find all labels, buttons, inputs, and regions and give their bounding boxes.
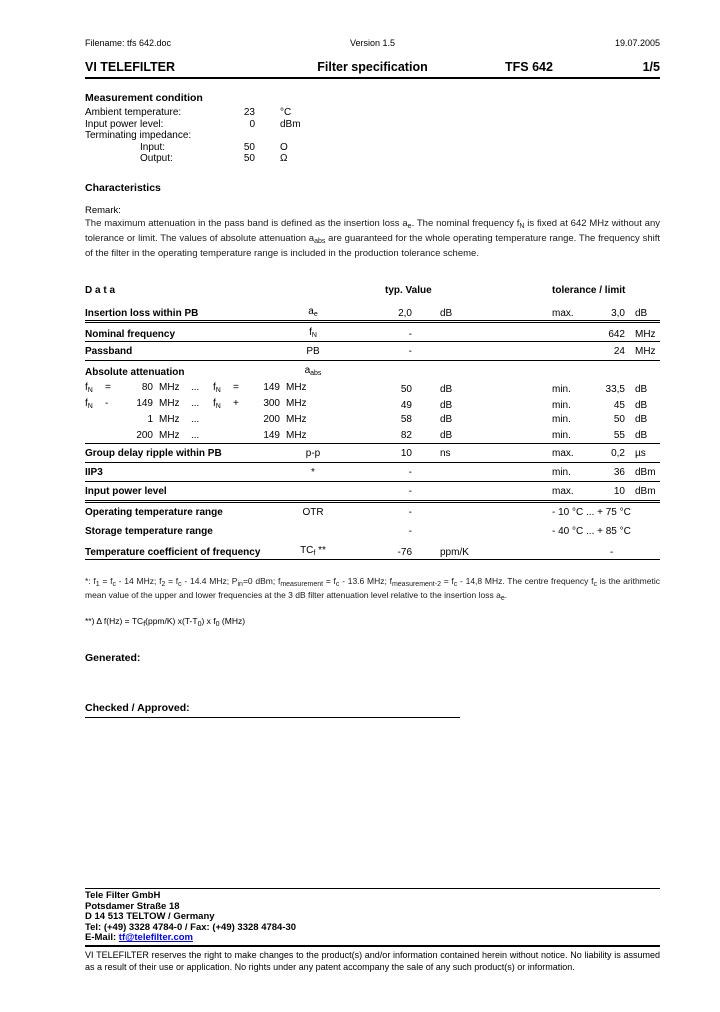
param-name: Absolute attenuation — [85, 366, 185, 378]
typ-value: 50 — [400, 383, 412, 395]
date: 19.07.2005 — [614, 38, 660, 48]
measurement-label: Output: — [140, 153, 173, 165]
remark-label: Remark: — [85, 205, 121, 216]
table-row-storage-temp — [85, 522, 660, 541]
measurement-value: 50 — [243, 141, 255, 153]
specification-table — [85, 278, 660, 560]
attenuation-range-row — [85, 412, 660, 428]
header-rule — [85, 77, 660, 79]
page-number: 1/5 — [642, 60, 660, 74]
version: Version 1.5 — [349, 38, 396, 48]
freq-symbol: $f_N$ — [213, 382, 221, 394]
freq-operator: = — [105, 382, 111, 393]
typ-unit: dB — [440, 414, 453, 425]
param-name: Insertion loss within PB — [85, 307, 199, 319]
param-symbol: $a_e$ — [308, 306, 318, 318]
limit-value: 36 — [613, 467, 625, 478]
limit-unit: dB — [635, 399, 648, 411]
generated-label: Generated: — [85, 652, 141, 664]
characteristics-heading: Characteristics — [85, 182, 161, 194]
param-symbol: PB — [306, 346, 320, 357]
freq-unit: MHz — [286, 430, 307, 441]
range-dots: ... — [191, 382, 200, 393]
footnote-2: **) Δ $f(Hz) = TC_f(ppm/K)$ $x(T-T_0)$ x $f_0$ (MHz) — [85, 616, 246, 628]
company-logo: VI TELEFILTER — [85, 60, 176, 74]
typ-value: - — [408, 467, 412, 478]
limit-kind: max. — [552, 448, 574, 459]
typ-unit: ppm/K — [440, 546, 469, 558]
measurement-unit: dBm — [280, 118, 301, 130]
typ-value: -76 — [397, 546, 412, 558]
typ-value: - — [408, 486, 412, 497]
limit-kind: min. — [552, 399, 571, 411]
freq-unit: MHz — [159, 430, 180, 441]
typ-value: 2,0 — [398, 307, 412, 319]
freq-value: 200 — [136, 430, 153, 441]
param-name: Passband — [85, 346, 133, 357]
typ-value: 82 — [400, 430, 412, 441]
freq-unit: MHz — [286, 382, 307, 393]
measurement-label: Input power level: — [85, 118, 164, 130]
header-tolerance: tolerance / limit — [552, 284, 626, 296]
measurement-row — [85, 142, 660, 154]
table-row-group-delay — [85, 444, 660, 463]
disclaimer-text: VI TELEFILTER reserves the right to make changes to the product(s) and/or information contained herein without notice. No liability is assumed as a result of their use or application. No rights under any patent accompany the sale of any such product(s) or information. — [85, 950, 660, 972]
footer-address-block — [85, 891, 660, 944]
attenuation-range-row — [85, 428, 660, 444]
footer-street: Potsdamer Straße 18 — [85, 900, 180, 912]
freq-value: 1 — [147, 414, 153, 425]
param-symbol: $f_N$ — [309, 327, 317, 339]
param-symbol: OTR — [302, 507, 324, 518]
limit-value: 0,2 — [611, 448, 625, 459]
typ-value: - — [408, 526, 412, 537]
measurement-row — [85, 119, 660, 131]
email-label: E-Mail: — [85, 932, 119, 944]
file-info-row — [85, 38, 660, 48]
title-row — [85, 60, 660, 77]
freq-value: 149 — [136, 398, 153, 409]
limit-unit: dB — [635, 414, 648, 425]
typ-unit: dB — [440, 383, 453, 395]
freq-value: 149 — [263, 430, 280, 441]
param-name: Storage temperature range — [85, 526, 213, 537]
freq-symbol: $f_N$ — [85, 398, 93, 410]
freq-unit: MHz — [286, 398, 307, 409]
limit-kind: max. — [552, 486, 574, 497]
freq-operator: - — [105, 398, 109, 409]
header-typ-value: typ. Value — [385, 284, 432, 296]
table-row-nominal-frequency — [85, 323, 660, 342]
footer-top-rule — [85, 888, 660, 889]
param-name: Group delay ripple within PB — [85, 448, 222, 459]
table-row-absolute-attenuation — [85, 361, 660, 380]
param-symbol: $TC_f$ ** — [300, 545, 326, 557]
table-row-input-power — [85, 482, 660, 501]
typ-unit: ns — [440, 448, 451, 459]
freq-value: 300 — [263, 398, 280, 409]
freq-value: 149 — [263, 382, 280, 393]
param-symbol: $a_{abs}$ — [304, 365, 322, 377]
freq-value: 80 — [141, 382, 153, 393]
filename: Filename: tfs 642.doc — [85, 38, 172, 48]
param-name: Temperature coefficient of frequency — [85, 546, 261, 558]
measurement-unit: °C — [280, 107, 292, 118]
table-row-iip3 — [85, 463, 660, 482]
measurement-row — [85, 107, 660, 119]
param-symbol: * — [311, 467, 315, 478]
freq-unit: MHz — [159, 414, 180, 425]
param-name: Input power level — [85, 486, 167, 497]
range-dots: ... — [191, 414, 200, 425]
limit-value: 50 — [613, 414, 625, 425]
limit-value: 33,5 — [605, 383, 625, 395]
limit-unit: dB — [635, 430, 648, 441]
footnote-1: *: $f_1 = f_c - 14$ MHz; $f_2 = f_c - 14.4$ MHz; $P_{in}=0$ dBm; $f_{measurement} = f_c - 13.6$ MHz; $f_{measurement-2} = f_c - 14,8$ MHz. The centre frequency $f_c$ is the arithmetic mean value of the upper and lower frequencies at the 3 dB filter attenuation level relative to the insertion loss $a_e$. — [85, 576, 660, 602]
limit-value: 642 — [608, 328, 625, 340]
limit-kind: min. — [552, 467, 571, 478]
limit-kind: max. — [552, 307, 574, 319]
measurement-unit — [255, 130, 660, 142]
typ-value: 58 — [400, 414, 412, 425]
freq-symbol: $f_N$ — [213, 398, 221, 410]
measurement-value — [225, 130, 255, 142]
checked-approved-label: Checked / Approved: — [85, 702, 460, 718]
limit-unit: MHz — [635, 328, 656, 340]
measurement-label: Terminating impedance: — [85, 130, 192, 142]
param-name: Operating temperature range — [85, 507, 223, 518]
measurement-value: 23 — [243, 107, 255, 118]
limit-unit: dBm — [635, 467, 656, 478]
limit-value: 45 — [613, 399, 625, 411]
typ-value: 49 — [400, 399, 412, 411]
param-name: IIP3 — [85, 467, 103, 478]
measurement-unit: O — [280, 141, 288, 153]
limit-range: - 40 °C ... + 85 °C — [552, 526, 631, 537]
typ-value: - — [408, 328, 412, 340]
freq-operator: = — [233, 382, 239, 393]
limit-kind: min. — [552, 414, 571, 425]
attenuation-range-row — [85, 380, 660, 396]
limit-range: - — [610, 546, 614, 558]
limit-unit: dB — [635, 383, 648, 395]
email-link[interactable]: tf@telefilter.com — [118, 932, 193, 944]
attenuation-range-row — [85, 396, 660, 412]
measurement-unit: Ω — [280, 153, 288, 165]
measurement-value: 0 — [249, 118, 255, 130]
limit-unit: µs — [635, 448, 646, 459]
measurement-row — [85, 130, 660, 142]
limit-unit: dBm — [635, 486, 656, 497]
footer-city: D 14 513 TELTOW / Germany — [85, 911, 215, 923]
typ-unit: dB — [440, 430, 453, 441]
param-symbol: p-p — [305, 448, 321, 459]
table-header-row — [85, 278, 660, 302]
typ-value: - — [408, 507, 412, 518]
measurement-label: Ambient temperature: — [85, 107, 182, 118]
limit-range: - 10 °C ... + 75 °C — [552, 507, 631, 518]
typ-value: - — [408, 346, 412, 357]
limit-value: 3,0 — [611, 307, 625, 319]
characteristics-section — [85, 182, 660, 260]
limit-kind: min. — [552, 430, 571, 441]
freq-unit: MHz — [159, 382, 180, 393]
limit-kind: min. — [552, 383, 571, 395]
footer-email-line — [85, 933, 660, 944]
freq-operator: + — [233, 398, 239, 409]
range-dots: ... — [191, 430, 200, 441]
footer-phone: Tel: (+49) 3328 4784-0 / Fax: (+49) 3328 4784-30 — [85, 921, 297, 933]
remark-text: The maximum attenuation in the pass band is defined as the insertion loss $a_e$. The nominal frequency $f_N$ is fixed at 642 MHz without any tolerance or limit. The values of absolute attenuation $a_{abs}$ are guaranteed for the whole operating temperature range. The frequency shift of the filter in the operating temperature range is included in the production tolerance scheme. — [85, 218, 660, 259]
freq-symbol: $f_N$ — [85, 382, 93, 394]
table-row-insertion-loss — [85, 302, 660, 321]
measurement-row — [85, 153, 660, 165]
footer-bottom-rule — [85, 945, 660, 947]
range-dots: ... — [191, 398, 200, 409]
table-row-operating-temp — [85, 503, 660, 522]
typ-unit: dB — [440, 307, 453, 319]
measurement-section — [85, 92, 660, 165]
table-row-temp-coefficient — [85, 541, 660, 560]
header-data: D a t a — [85, 284, 116, 296]
table-row-passband — [85, 342, 660, 361]
freq-value: 200 — [263, 414, 280, 425]
footer-company: Tele Filter GmbH — [85, 890, 161, 901]
freq-unit: MHz — [286, 414, 307, 425]
measurement-value: 50 — [243, 153, 255, 165]
limit-value: 55 — [613, 430, 625, 441]
typ-unit: dB — [440, 399, 453, 411]
typ-value: 10 — [400, 448, 412, 459]
limit-value: 10 — [613, 486, 625, 497]
param-name: Nominal frequency — [85, 328, 176, 340]
limit-unit: MHz — [635, 346, 656, 357]
limit-unit: dB — [635, 307, 648, 319]
measurement-heading: Measurement condition — [85, 92, 203, 104]
limit-value: 24 — [613, 346, 625, 357]
part-number: TFS 642 — [505, 60, 553, 74]
document-title: Filter specification — [317, 60, 428, 74]
freq-unit: MHz — [159, 398, 180, 409]
footnotes — [85, 576, 660, 630]
measurement-label: Input: — [140, 141, 166, 153]
